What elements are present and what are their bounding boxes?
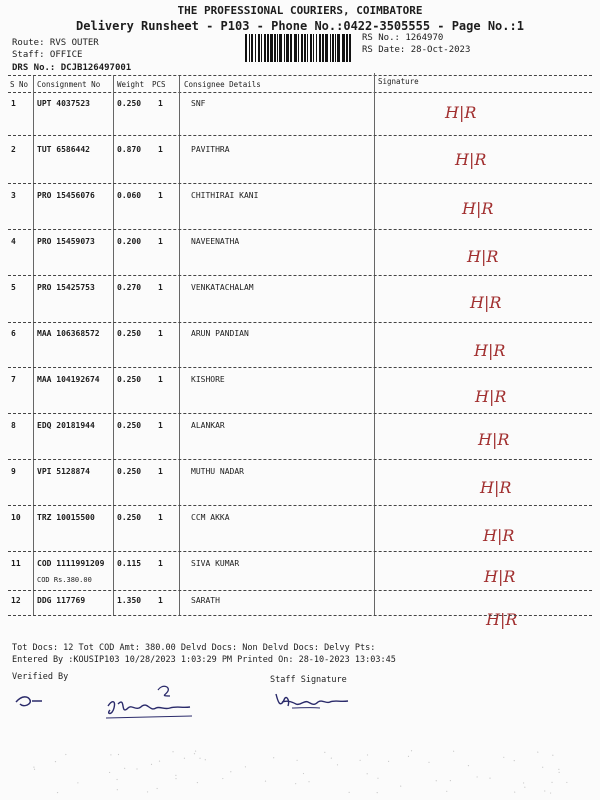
header-top-rule bbox=[8, 75, 592, 76]
scan-speckle bbox=[0, 740, 600, 800]
row-sno: 7 bbox=[11, 375, 16, 384]
row-signature: H|R bbox=[486, 610, 518, 629]
speckle-dot bbox=[411, 750, 412, 751]
row-consignee: CCM AKKA bbox=[191, 513, 230, 522]
speckle-dot bbox=[524, 787, 525, 788]
row-sno: 1 bbox=[11, 99, 16, 108]
row-weight: 1.350 bbox=[117, 596, 142, 605]
speckle-dot bbox=[453, 751, 454, 752]
row-consignee: ALANKAR bbox=[191, 421, 225, 430]
barcode-bar bbox=[325, 34, 328, 62]
speckle-dot bbox=[77, 782, 78, 783]
speckle-dot bbox=[197, 782, 198, 783]
row-pcs: 1 bbox=[158, 237, 163, 246]
row-weight: 0.250 bbox=[117, 513, 142, 522]
row-divider bbox=[8, 275, 592, 276]
speckle-dot bbox=[172, 751, 173, 752]
barcode-bar bbox=[294, 34, 297, 62]
barcode-bar bbox=[277, 34, 278, 62]
table-row bbox=[0, 510, 600, 556]
row-consignee: ARUN PANDIAN bbox=[191, 329, 249, 338]
row-consignment-no: VPI 5128874 bbox=[37, 467, 90, 476]
row-weight: 0.200 bbox=[117, 237, 142, 246]
speckle-dot bbox=[477, 776, 478, 777]
barcode-bar bbox=[249, 34, 250, 62]
speckle-dot bbox=[303, 773, 304, 774]
barcode-bar bbox=[264, 34, 266, 62]
speckle-dot bbox=[428, 762, 429, 763]
speckle-dot bbox=[550, 792, 551, 793]
row-divider bbox=[8, 367, 592, 368]
speckle-dot bbox=[124, 768, 125, 769]
speckle-dot bbox=[360, 760, 361, 761]
row-sno: 10 bbox=[11, 513, 21, 522]
row-pcs: 1 bbox=[158, 191, 163, 200]
col-consignment: Consignment No bbox=[37, 80, 101, 89]
speckle-dot bbox=[377, 792, 378, 793]
speckle-dot bbox=[400, 785, 401, 786]
row-signature: H|R bbox=[483, 526, 515, 545]
row-divider bbox=[8, 229, 592, 230]
speckle-dot bbox=[523, 782, 524, 783]
speckle-dot bbox=[551, 782, 552, 783]
barcode-bar bbox=[319, 34, 321, 62]
speckle-dot bbox=[408, 756, 409, 757]
row-sno: 2 bbox=[11, 145, 16, 154]
speckle-dot bbox=[65, 754, 66, 755]
speckle-dot bbox=[151, 764, 152, 765]
verified-by-label: Verified By bbox=[12, 672, 69, 682]
barcode-bar bbox=[346, 34, 348, 62]
row-consignment-no: TUT 6586442 bbox=[37, 145, 90, 154]
barcode-bar bbox=[284, 34, 285, 62]
row-cod-note: COD Rs.380.00 bbox=[37, 576, 92, 584]
row-consignment-no: PRO 15425753 bbox=[37, 283, 95, 292]
row-pcs: 1 bbox=[158, 559, 163, 568]
barcode-bar bbox=[279, 34, 282, 62]
speckle-dot bbox=[194, 753, 195, 754]
row-consignment-no: EDQ 20181944 bbox=[37, 421, 95, 430]
table-row bbox=[0, 418, 600, 464]
row-consignee: CHITHIRAI KANI bbox=[191, 191, 259, 200]
barcode-bar bbox=[286, 34, 289, 62]
speckle-dot bbox=[136, 768, 137, 769]
speckle-dot bbox=[295, 783, 296, 784]
row-consignee: NAVEENATHA bbox=[191, 237, 240, 246]
speckle-dot bbox=[57, 792, 58, 793]
speckle-dot bbox=[542, 767, 543, 768]
row-consignee: MUTHU NADAR bbox=[191, 467, 244, 476]
rs-number: RS No.: 1264970 bbox=[362, 33, 444, 43]
route-label: Route: RVS OUTER bbox=[12, 38, 99, 48]
speckle-dot bbox=[109, 772, 110, 773]
row-divider bbox=[8, 135, 592, 136]
row-pcs: 1 bbox=[158, 283, 163, 292]
speckle-dot bbox=[503, 757, 504, 758]
speckle-dot bbox=[559, 772, 560, 773]
company-title: THE PROFESSIONAL COURIERS, COIMBATORE bbox=[177, 4, 423, 17]
speckle-dot bbox=[446, 791, 447, 792]
speckle-dot bbox=[450, 780, 451, 781]
row-consignment-no: PRO 15459073 bbox=[37, 237, 95, 246]
row-weight: 0.270 bbox=[117, 283, 142, 292]
barcode-bar bbox=[310, 34, 312, 62]
table-row bbox=[0, 464, 600, 510]
header-bottom-rule bbox=[8, 92, 592, 93]
row-pcs: 1 bbox=[158, 375, 163, 384]
speckle-dot bbox=[308, 781, 309, 782]
row-consignee: PAVITHRA bbox=[191, 145, 230, 154]
speckle-dot bbox=[34, 769, 35, 770]
barcode-bar bbox=[251, 34, 253, 62]
drs-number: DRS No.: DCJB126497001 bbox=[12, 63, 132, 73]
barcode-bar bbox=[337, 34, 340, 62]
row-consignee: VENKATACHALAM bbox=[191, 283, 254, 292]
speckle-dot bbox=[544, 790, 545, 791]
speckle-dot bbox=[324, 752, 325, 753]
speckle-dot bbox=[230, 771, 231, 772]
speckle-dot bbox=[116, 779, 117, 780]
row-consignment-no: UPT 4037523 bbox=[37, 99, 90, 108]
barcode-bar bbox=[313, 34, 314, 62]
row-signature: H|R bbox=[462, 199, 494, 218]
row-pcs: 1 bbox=[158, 421, 163, 430]
barcode-bar bbox=[335, 34, 336, 62]
speckle-dot bbox=[265, 781, 266, 782]
row-signature: H|R bbox=[467, 247, 499, 266]
speckle-dot bbox=[468, 765, 469, 766]
col-sno: S No bbox=[10, 80, 29, 89]
speckle-dot bbox=[55, 761, 56, 762]
speckle-dot bbox=[199, 758, 200, 759]
speckle-dot bbox=[118, 754, 119, 755]
barcode-bar bbox=[332, 34, 334, 62]
row-sno: 6 bbox=[11, 329, 16, 338]
row-consignee: SARATH bbox=[191, 596, 220, 605]
speckle-dot bbox=[245, 766, 246, 767]
row-consignment-no: DDG 117769 bbox=[37, 596, 86, 605]
speckle-dot bbox=[489, 777, 490, 778]
barcode-bar bbox=[301, 34, 303, 62]
row-weight: 0.250 bbox=[117, 99, 142, 108]
row-consignee: SNF bbox=[191, 99, 206, 108]
row-pcs: 1 bbox=[158, 467, 163, 476]
row-divider bbox=[8, 322, 592, 323]
speckle-dot bbox=[117, 789, 118, 790]
row-consignment-no: MAA 104192674 bbox=[37, 375, 100, 384]
table-row bbox=[0, 280, 600, 326]
table-row bbox=[0, 234, 600, 280]
rs-date: RS Date: 28-Oct-2023 bbox=[362, 45, 471, 55]
staff-label: Staff: OFFICE bbox=[12, 50, 83, 60]
speckle-dot bbox=[110, 754, 111, 755]
row-signature: H|R bbox=[475, 387, 507, 406]
speckle-dot bbox=[157, 788, 158, 789]
barcode-bar bbox=[255, 34, 256, 62]
speckle-dot bbox=[159, 761, 160, 762]
row-sno: 3 bbox=[11, 191, 16, 200]
verified-signature-scribble bbox=[10, 682, 210, 727]
row-consignment-no: PRO 15456076 bbox=[37, 191, 95, 200]
speckle-dot bbox=[388, 761, 389, 762]
speckle-dot bbox=[331, 758, 332, 759]
barcode-bar bbox=[322, 34, 324, 62]
barcode-bar bbox=[245, 34, 247, 62]
col-pcs: PCS bbox=[152, 80, 166, 89]
speckle-dot bbox=[184, 758, 185, 759]
row-consignment-no: TRZ 10015500 bbox=[37, 513, 95, 522]
table-row bbox=[0, 593, 600, 633]
row-signature: H|R bbox=[445, 103, 477, 122]
row-pcs: 1 bbox=[158, 99, 163, 108]
barcode-bar bbox=[349, 34, 351, 62]
row-divider bbox=[8, 413, 592, 414]
row-divider bbox=[8, 183, 592, 184]
speckle-dot bbox=[205, 759, 206, 760]
speckle-dot bbox=[175, 778, 176, 779]
speckle-dot bbox=[195, 750, 196, 751]
speckle-dot bbox=[273, 757, 274, 758]
row-signature: H|R bbox=[455, 150, 487, 169]
speckle-dot bbox=[537, 752, 538, 753]
speckle-dot bbox=[33, 767, 34, 768]
barcode-bar bbox=[304, 34, 306, 62]
barcode-bar bbox=[342, 34, 345, 62]
row-pcs: 1 bbox=[158, 596, 163, 605]
row-consignment-no: COD 1111991209 bbox=[37, 559, 105, 568]
row-pcs: 1 bbox=[158, 329, 163, 338]
speckle-dot bbox=[337, 764, 338, 765]
row-signature: H|R bbox=[484, 567, 516, 586]
row-pcs: 1 bbox=[158, 513, 163, 522]
row-weight: 0.250 bbox=[117, 329, 142, 338]
row-pcs: 1 bbox=[158, 145, 163, 154]
table-bottom-rule bbox=[8, 615, 592, 616]
speckle-dot bbox=[552, 755, 553, 756]
staff-signature-label: Staff Signature bbox=[270, 675, 347, 685]
row-weight: 0.060 bbox=[117, 191, 142, 200]
col-consignee: Consignee Details bbox=[184, 80, 261, 89]
row-divider bbox=[8, 505, 592, 506]
row-sno: 4 bbox=[11, 237, 16, 246]
barcode-bar bbox=[307, 34, 308, 62]
row-sno: 11 bbox=[11, 559, 21, 568]
speckle-dot bbox=[296, 760, 297, 761]
row-signature: H|R bbox=[478, 430, 510, 449]
speckle-dot bbox=[367, 773, 368, 774]
row-sno: 5 bbox=[11, 283, 16, 292]
speckle-dot bbox=[514, 760, 515, 761]
barcode-bar bbox=[290, 34, 292, 62]
row-signature: H|R bbox=[480, 478, 512, 497]
row-consignee: KISHORE bbox=[191, 375, 225, 384]
row-divider bbox=[8, 551, 592, 552]
table-row bbox=[0, 142, 600, 188]
row-divider bbox=[8, 459, 592, 460]
speckle-dot bbox=[222, 778, 223, 779]
row-sno: 9 bbox=[11, 467, 16, 476]
speckle-dot bbox=[175, 775, 176, 776]
row-consignee: SIVA KUMAR bbox=[191, 559, 240, 568]
row-sno: 12 bbox=[11, 596, 21, 605]
barcode-bar bbox=[267, 34, 269, 62]
staff-signature-scribble bbox=[270, 690, 360, 714]
barcode-bar bbox=[258, 34, 260, 62]
speckle-dot bbox=[514, 791, 515, 792]
barcode-bar bbox=[274, 34, 276, 62]
totals-line: Tot Docs: 12 Tot COD Amt: 380.00 Delvd Docs: Non Delvd Docs: Delvy Pts: bbox=[12, 643, 376, 653]
row-consignment-no: MAA 106368572 bbox=[37, 329, 100, 338]
barcode-bar bbox=[270, 34, 273, 62]
speckle-dot bbox=[147, 791, 148, 792]
speckle-dot bbox=[377, 778, 378, 779]
runsheet-title: Delivery Runsheet - P103 - Phone No.:0422-3505555 - Page No.:1 bbox=[76, 19, 524, 33]
speckle-dot bbox=[558, 769, 559, 770]
table-row bbox=[0, 326, 600, 372]
barcode-bar bbox=[261, 34, 262, 62]
entered-line: Entered By :KOUSIP103 10/28/2023 1:03:29 PM Printed On: 28-10-2023 13:03:45 bbox=[12, 655, 396, 665]
row-weight: 0.250 bbox=[117, 375, 142, 384]
speckle-dot bbox=[349, 792, 350, 793]
speckle-dot bbox=[566, 782, 567, 783]
row-sno: 8 bbox=[11, 421, 16, 430]
speckle-dot bbox=[367, 754, 368, 755]
row-weight: 0.250 bbox=[117, 467, 142, 476]
col-signature: Signature bbox=[378, 77, 419, 86]
row-signature: H|R bbox=[474, 341, 506, 360]
col-weight: Weight bbox=[117, 80, 145, 89]
speckle-dot bbox=[436, 780, 437, 781]
row-weight: 0.115 bbox=[117, 559, 142, 568]
row-signature: H|R bbox=[470, 293, 502, 312]
barcode-bar bbox=[298, 34, 299, 62]
barcode-bar bbox=[330, 34, 331, 62]
row-weight: 0.870 bbox=[117, 145, 142, 154]
row-weight: 0.250 bbox=[117, 421, 142, 430]
barcode-image bbox=[245, 34, 353, 62]
barcode-bar bbox=[316, 34, 317, 62]
table-row bbox=[0, 372, 600, 418]
row-divider bbox=[8, 590, 592, 591]
table-row bbox=[0, 188, 600, 234]
